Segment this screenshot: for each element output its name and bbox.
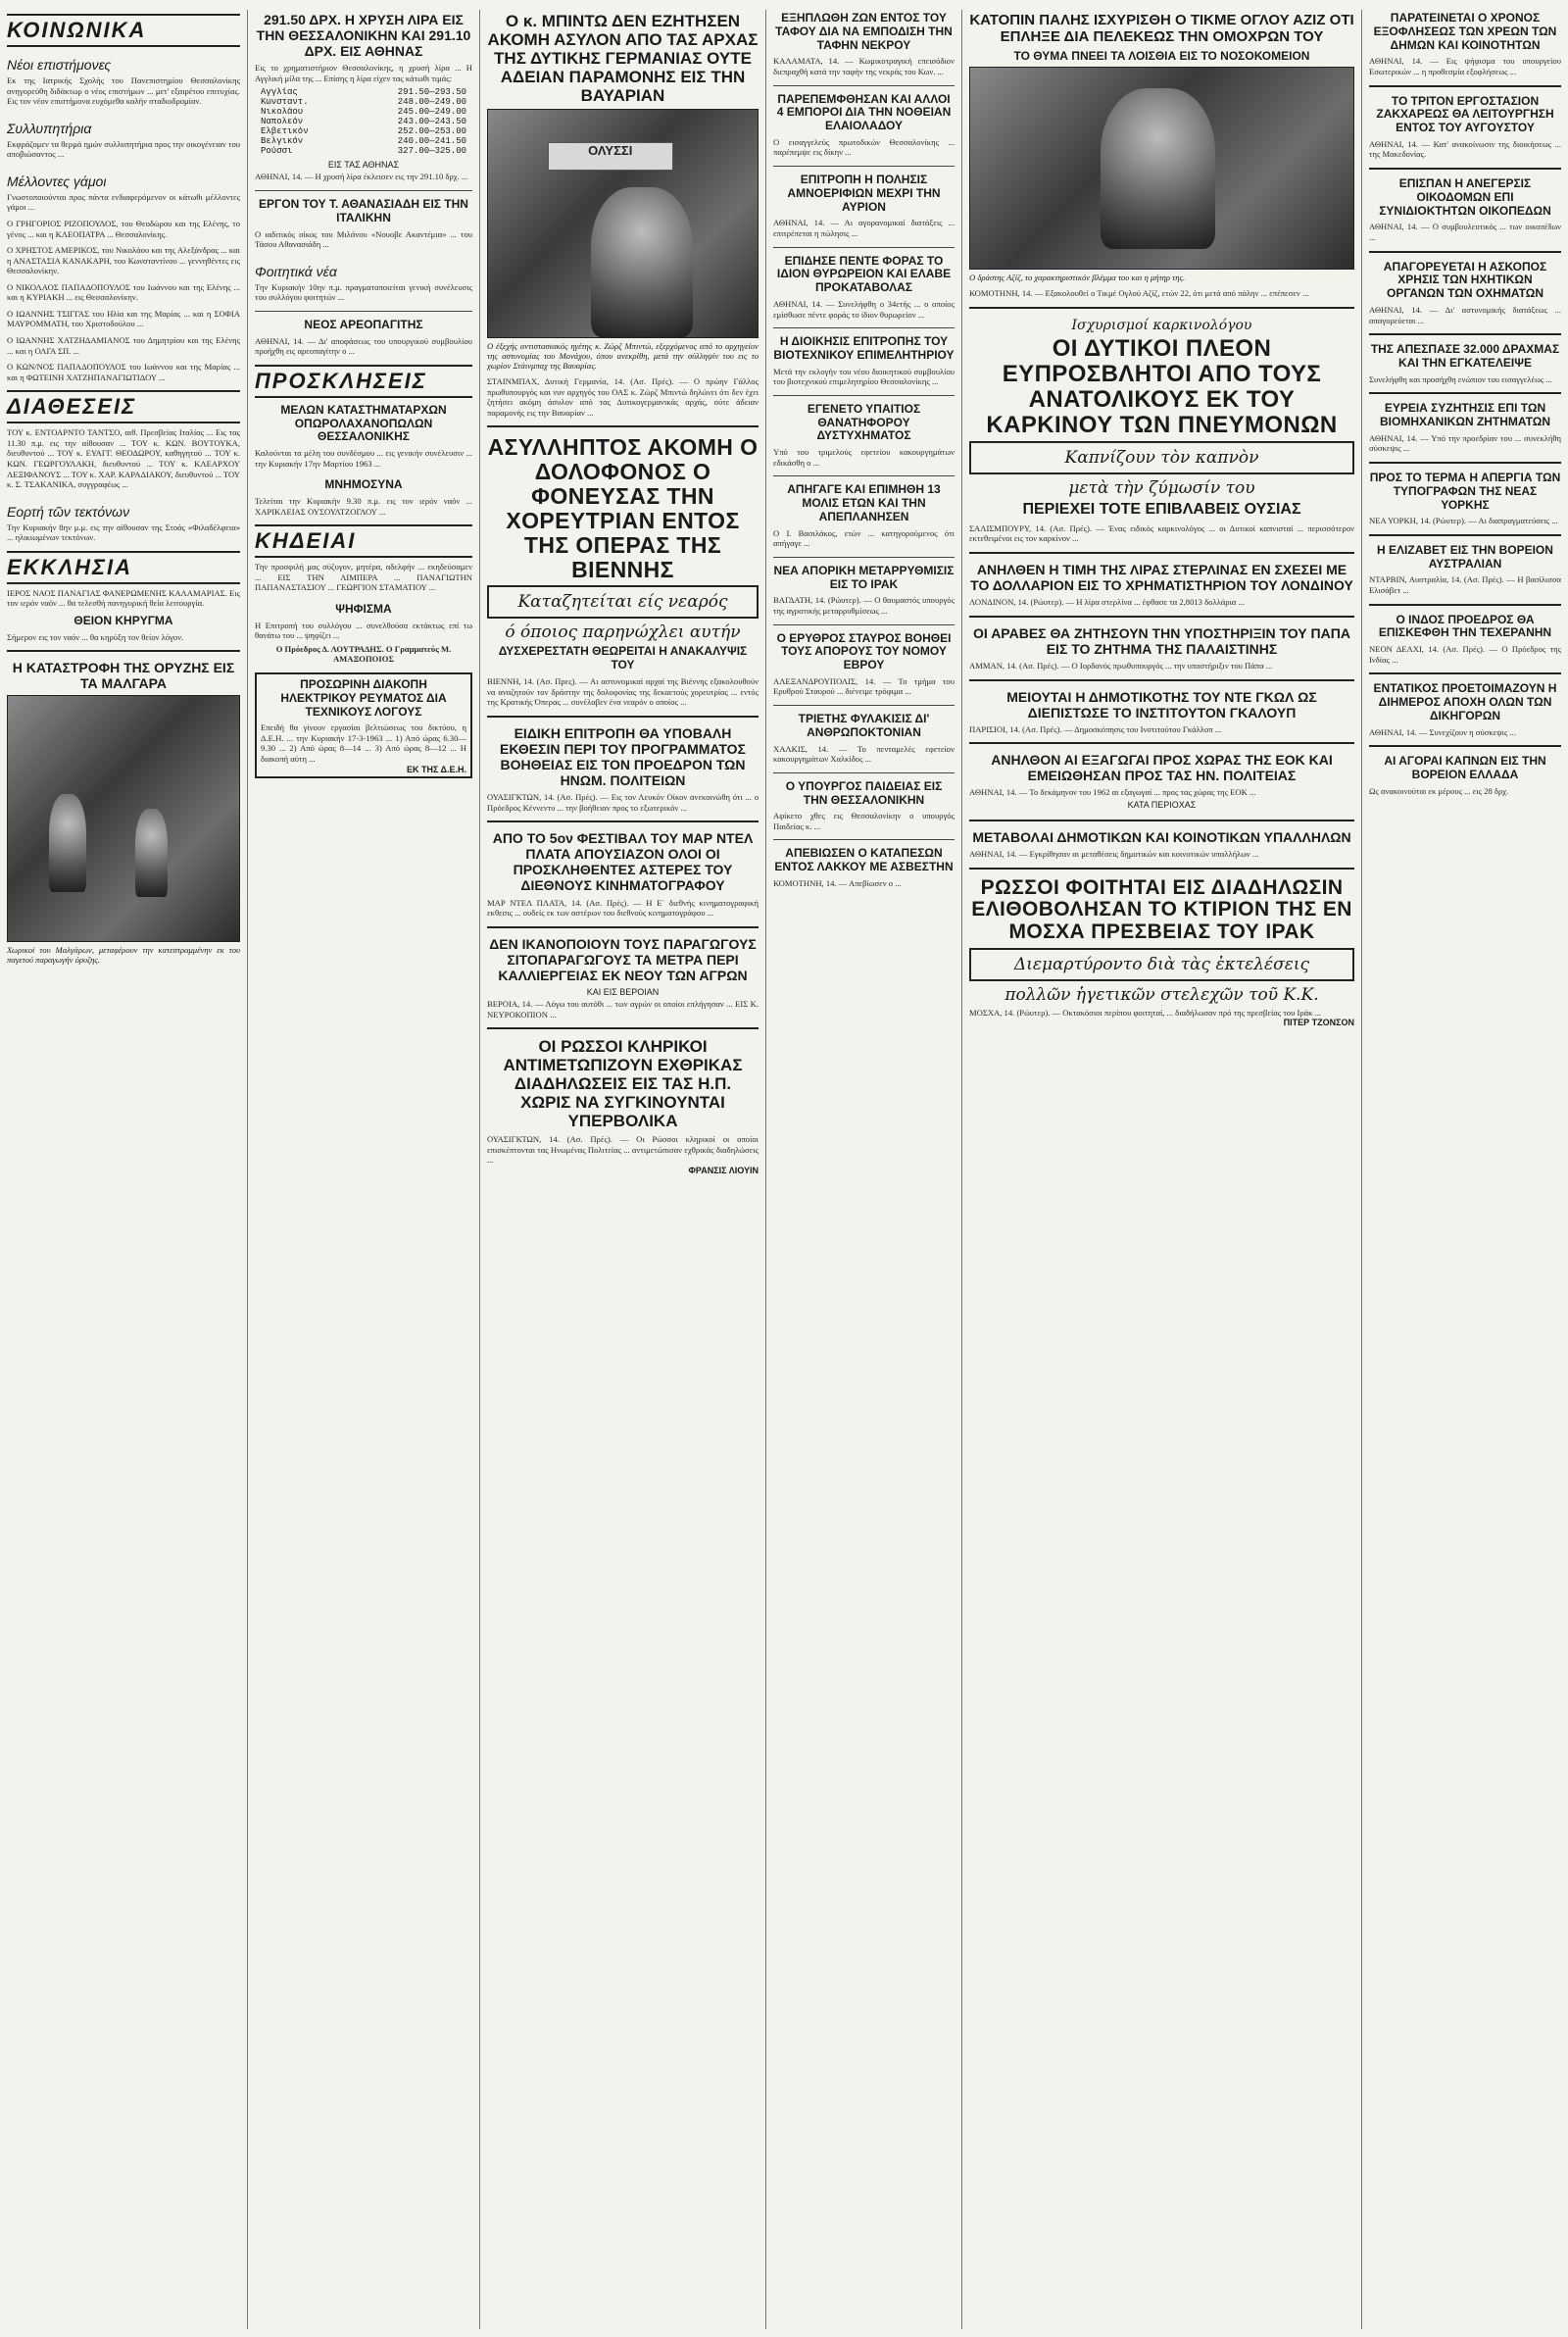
article-arabs-pope xyxy=(969,623,1354,671)
article-lectures xyxy=(7,427,240,489)
subheading: Καταζητείται είς νεαρός xyxy=(517,592,728,613)
notice-box xyxy=(255,672,472,778)
article-sugar-factory xyxy=(1369,93,1561,161)
article-red-cross xyxy=(773,630,955,698)
photo-caption: Χωρικοί του Μαλγάρων, μεταφέρουν την κατεστραμμένην εκ του παγετού παραγωγήν όρυζης. xyxy=(7,945,240,966)
article-body: Γνωστοποιούνται προς πάντα ενδιαφερόμενον οι κάτωθι μέλλοντες γάμοι ... xyxy=(7,191,240,213)
article-body: ΚΟΜΟΤΗΝΗ, 14. — Απεβίωσεν ο ... xyxy=(773,878,902,889)
sign-icon: ΟΛΥΣΣΙ xyxy=(548,142,674,172)
article-ny-strike xyxy=(1369,470,1561,526)
article-lime-pit xyxy=(773,845,955,888)
article-body: ΧΑΛΚΙΣ, 14. — Το πενταμελές εφετείον κακουργημάτων Χαλκίδος ... xyxy=(773,743,955,765)
headline: Η ΔΙΟΙΚΗΣΙΣ ΕΠΙΤΡΟΠΗΣ ΤΟΥ ΒΙΟΤΕΧΝΙΚΟΥ ΕΠΙΜΕΛΗΤΗΡΙΟΥ xyxy=(773,334,955,362)
headline: Ο ΥΠΟΥΡΓΟΣ ΠΑΙΔΕΙΑΣ ΕΙΣ ΤΗΝ ΘΕΣΣΑΛΟΝΙΚΗΝ xyxy=(785,778,943,807)
wedding-notice: Ο ΙΩΑΝΝΗΣ ΧΑΤΖΗΔΑΜΙΑΝΟΣ του Δημητρίου και της Ελένης ... και η ΟΛΓΑ ΣΠ. ... xyxy=(7,335,240,356)
article-body: Αφίκετο χθες εις Θεσσαλονίκην ο υπουργός Παιδείας κ. ... xyxy=(773,811,955,831)
article-tobacco-markets xyxy=(1369,753,1561,796)
article-32000 xyxy=(1369,341,1561,384)
article-memorials xyxy=(255,476,472,517)
article-wheat-farmers xyxy=(487,934,759,1019)
subheading-box xyxy=(487,585,759,619)
article-body: ΑΘΗΝΑΙ, 14. — Υπό την προεδρίαν του ... συνεκλήθη σύσκεψις ... xyxy=(1369,432,1561,454)
headline: ΑΣΥΛΛΗΠΤΟΣ ΑΚΟΜΗ Ο ΔΟΛΟΦΟΝΟΣ Ο ΦΟΝΕΥΣΑΣ ΤΗΝ ΧΟΡΕΥΤΡΙΑΝ ΕΝΤΟΣ ΤΗΣ ΟΠΕΡΑΣ ΤΗΣ ΒΙΕΝΝΗΣ xyxy=(487,434,759,582)
article-athanasiadis xyxy=(255,196,472,250)
article-municipal-debts xyxy=(1369,10,1561,77)
article-church xyxy=(7,588,240,642)
subheading-box xyxy=(969,948,1354,981)
article-body: ΚΟΜΟΤΗΝΗ, 14. — Εξακολουθεί ο Τικμέ Ογλού Αζίζ, ετών 22, ότι μετά από πάλην ... επέπεσεν ... xyxy=(969,288,1309,299)
headline: ΘΕΙΟΝ ΚΗΡΥΓΜΑ xyxy=(74,613,173,627)
article-body: Εκφράζομεν τα θερμά ημών συλλυπητήρια προς την οικογένειαν του αποβιώσαντος ... xyxy=(7,138,240,160)
subheading: μετὰ τὴν ζύμωσίν του xyxy=(1068,478,1255,499)
article-festival xyxy=(487,828,759,919)
headline: ΤΡΙΕΤΗΣ ΦΥΛΑΚΙΣΙΣ ΔΙ' ΑΝΘΡΩΠΟΚΤΟΝΙΑΝ xyxy=(798,712,930,739)
article-manslaughter xyxy=(773,711,955,765)
article-new-scientists xyxy=(7,51,240,107)
headline: Η ΚΑΤΑΣΤΡΟΦΗ ΤΗΣ ΟΡΥΖΗΣ ΕΙΣ ΤΑ ΜΑΛΓΑΡΑ xyxy=(12,660,235,692)
figure-icon xyxy=(135,809,168,897)
article-body: ΑΜΜΑΝ, 14. (Ασ. Πρές). — Ο Ιορδανός πρωθυπουργός ... την υποστήριξιν του Πάπα ... xyxy=(969,660,1273,671)
article-lawyers xyxy=(1369,680,1561,737)
article-body: ΛΟΝΔΙΝΟΝ, 14. (Ρώυτερ). — Η λίρα στερλίνα ... έφθασε τα 2,8013 δολλάρια ... xyxy=(969,597,1245,608)
headline: ΝΕΑ ΑΠΟΡΙΚΗ ΜΕΤΑΡΡΥΘΜΙΣΙΣ ΕΙΣ ΤΟ ΙΡΑΚ xyxy=(773,563,955,591)
article-body: ΝΤΑΡΒΙΝ, Αυστραλία, 14. (Ασ. Πρές). — Η βασίλισσα Ελισάβετ ... xyxy=(1369,574,1561,596)
price-row: Νικολάου 245.00—249.00 xyxy=(261,107,466,118)
article-aziz xyxy=(969,10,1354,299)
wedding-notice: Ο ΚΩΝ/ΝΟΣ ΠΑΠΑΔΟΠΟΥΛΟΣ του Ιωάννου και της Μαρίας ... και η ΦΩΤΕΙΝΗ ΧΑΤΖΗΠΑΝΑΓΙΩΤΙΔΟΥ ... xyxy=(7,362,240,382)
article-body: ΑΘΗΝΑΙ, 14. — Το δεκάμηνον του 1962 αι εξαγωγαί ... προς τας χώρας της ΕΟΚ ... xyxy=(969,787,1256,798)
headline: ΜΕΤΑΒΟΛΑΙ ΔΗΜΟΤΙΚΩΝ ΚΑΙ ΚΟΙΝΟΤΙΚΩΝ ΥΠΑΛΛΗΛΩΝ xyxy=(972,829,1351,845)
article-masons-feast xyxy=(7,498,240,543)
article-body: ΑΘΗΝΑΙ, 14. — Ο συμβουλευτικός ... των οικοπέδων ... xyxy=(1369,222,1561,242)
headline: ΝΕΟΣ ΑΡΕΟΠΑΓΙΤΗΣ xyxy=(304,317,423,331)
article-body: Τελείται την Κυριακήν 9.30 π.μ. εις τον ιερόν ναόν ... ΧΑΡΙΚΛΕΙΑΣ ΟΥΣΟΥΛΤΖΟΓΛΟΥ ... xyxy=(255,496,472,517)
headline: ΕΞΗΠΛΩΘΗ ΖΩΝ ΕΝΤΟΣ ΤΟΥ ΤΑΦΟΥ ΔΙΑ ΝΑ ΕΜΠΟΔΙΣΗ ΤΗΝ ΤΑΦΗΝ ΝΕΚΡΟΥ xyxy=(775,11,953,52)
price-row: Αγγλίας 291.50—293.50 xyxy=(261,87,466,98)
article-iraq-reform xyxy=(773,563,955,617)
article-body: ΠΑΡΙΣΙΟΙ, 14. (Ασ. Πρές). — Δημοσκόπησις του Ινστιτούτου Γκάλλοπ ... xyxy=(969,723,1222,734)
article-body: Την Κυριακήν 10ην π.μ. πραγματοποιείται γενική συνέλευσις του συλλόγου φοιτητών ... xyxy=(255,281,472,303)
headline: ΜΕΛΩΝ ΚΑΤΑΣΤΗΜΑΤΑΡΧΩΝ ΟΠΩΡΟΛΑΧΑΝΟΠΩΛΩΝ ΘΕΣΣΑΛΟΝΙΚΗΣ xyxy=(280,402,447,444)
article-body: ΤΟΥ κ. ΕΝΤΟΑΡΝΤΟ ΤΑΝΤΣΟ, αιθ. Πρεσβείας Ιταλίας ... Εις τας 11.30 π.μ. εις την αίθουσαν ... ΤΟΥ κ. ΚΩΝ. ΒΟΥΤΟΥΚΑ, διευθυντού ... ΤΟΥ κ. ΕΥΑΓΓ. ΘΕΟΔΩΡΟΥ, καθηγητού ... ΤΟΥ κ. ΚΩΝ. ΓΕΩΡΓΟΥΛΑΚΗ, διευθυντού ... ΤΟΥ κ. ΚΛΕΑΡΧΟΥ ΛΕΞΙΦΑΝΟΥΣ ... ΤΟΥ κ. ΧΑΡ. ΚΑΡΑΔΙΑΚΟΥ, διευθυντού ... ΤΟΥ κ. Σ. ΤΣΑΚΑΝΙΚΑ, συγγραφέως ... xyxy=(7,427,240,490)
article-body: Ο ιαδιτικός οίκος του Μιλάνου «Νουοβε Ακαντέμια» ... του Τάσου Αθανασιάδη ... xyxy=(255,228,472,250)
article-body: ΑΘΗΝΑΙ, 14. — Δι' αστυνομικής διατάξεως ... απαγορεύεται ... xyxy=(1369,304,1561,325)
article-education-minister xyxy=(773,778,955,832)
headline: ΕΝΤΑΤΙΚΟΣ ΠΡΟΕΤΟΙΜΑΖΟΥΝ Η ΔΙΗΜΕΡΟΣ ΑΠΟΧΗ ΟΛΩΝ ΤΩΝ ΔΙΚΗΓΟΡΩΝ xyxy=(1373,681,1557,722)
article-body: ΑΘΗΝΑΙ, 14. — Συνεχίζουν η σύσκεψις ... xyxy=(1369,726,1516,737)
kicker: Ισχυρισμοί καρκινολόγου xyxy=(1071,317,1252,333)
article-building-plots xyxy=(1369,175,1561,243)
article-olive-oil xyxy=(773,91,955,159)
headline: ΠΕΡΙΕΧΕΙ ΤΟΤΕ ΕΠΙΒΛΑΒΕΙΣ ΟΥΣΙΑΣ xyxy=(1022,501,1301,519)
byline: ΦΡΑΝΣΙΣ ΛΙΟΥΙΝ xyxy=(688,1165,759,1175)
article-body: ΣΑΛΙΣΜΠΟΥΡΥ, 14. (Ασ. Πρές). — Ένας ειδικός καρκινολόγος ... οι Δυτικοί καπνισταί ... περισσότερον εκτεθειμένοι εις τον καρκίνον ... xyxy=(969,522,1354,544)
article-body: ΑΘΗΝΑΙ, 14. — Κατ' ανακοίνωσιν της διοικήσεως ... της Μακεδονίας. xyxy=(1369,138,1561,160)
article-body: ΑΘΗΝΑΙ, 14. — Συνελήφθη ο 34ετής ... ο οποίος εμίσθωσε πέντε φοράς το ίδιον θυρωρείον ... xyxy=(773,298,955,320)
signature: Ο Πρόεδρος Δ. ΛΟΥΤΡΑΔΗΣ. Ο Γραμματεύς Μ. ΑΜΑΞΟΠΟΙΟΣ xyxy=(275,643,452,665)
subheading: ό όποιος παρηνώχλει αυτήν xyxy=(505,622,741,643)
article-vienna-murder xyxy=(487,433,759,707)
article-abduction xyxy=(773,481,955,549)
subheading-box xyxy=(969,441,1354,474)
headline: ΠΑΡΕΠΕΜΦΘΗΣΑΝ ΚΑΙ ΑΛΛΟΙ 4 ΕΜΠΟΡΟΙ ΔΙΑ ΤΗΝ ΝΟΘΕΙΑΝ ΕΛΑΙΟΛΑΔΟΥ xyxy=(776,91,952,133)
subheading: Καπνίζουν τὸν καπνὸν xyxy=(1064,448,1259,469)
headline: Ο κ. ΜΠΙΝΤΩ ΔΕΝ ΕΖΗΤΗΣΕΝ ΑΚΟΜΗ ΑΣΥΛΟΝ ΑΠΟ ΤΑΣ ΑΡΧΑΣ ΤΗΣ ΔΥΤΙΚΗΣ ΓΕΡΜΑΝΙΑΣ ΟΥΤΕ ΑΔΕΙΑΝ ΠΑΡΑΜΟΝΗΣ ΕΙΣ ΤΗΝ ΒΑΥΑΡΙΑΝ xyxy=(487,12,759,106)
headline: ΕΠΙΤΡΟΠΗ Η ΠΟΛΗΣΙΣ ΑΜΝΟΕΡΙΦΙΩΝ ΜΕΧΡΙ ΤΗΝ ΑΥΡΙΟΝ xyxy=(787,173,941,214)
subheading: ΚΑΤΑ ΠΕΡΙΟΧΑΣ xyxy=(1127,800,1197,810)
headline: ΑΝΗΛΘΟΝ ΑΙ ΕΞΑΓΩΓΑΙ ΠΡΟΣ ΧΩΡΑΣ ΤΗΣ ΕΟΚ ΚΑΙ ΕΜΕΙΩΘΗΣΑΝ ΠΡΟΣ ΤΑΣ ΗΝ. ΠΟΛΙΤΕΙΑΣ xyxy=(991,752,1333,784)
article-body: ΜΟΣΧΑ, 14. (Ρώυτερ). — Οκτακόσιοι περίπου φοιτηταί, ... διαδήλωσαν πρό της πρεσβείας του Ιράκ ... xyxy=(969,1007,1322,1018)
article-invitation xyxy=(255,402,472,470)
article-body: ΑΘΗΝΑΙ, 14. — Η χρυσή λίρα έκλεισεν εις την 291.10 δρχ. ... xyxy=(255,172,468,182)
photo-caption: Ο έξεχής αντιστασιακός ηγέτης κ. Ζώρζ Μπιντώ, εξερχόμενος από το αρχηγείον της αστυνομίας του Μονάχου, όπου ανεκρίθη, μετά την σύλληψίν του εις το χωρίον Στάινμπαχ της Βαυαρίας. xyxy=(487,341,759,372)
article-resolution xyxy=(255,601,472,665)
column-5 xyxy=(962,10,1362,2329)
article-body: Εις το χρηματιστήριον Θεσσαλονίκης, η χρυσή λίρα ... Η Αγγλική μίλα της ... Επίσης η λίρα είχεν τας κάτωθι τιμάς: xyxy=(255,63,472,83)
column-1 xyxy=(0,10,248,2329)
article-body: Επειδή θα γίνουν εργασίαι βελτιώσεως του δικτύου, η Δ.Ε.Η. ... την Κυριακήν 17-3-1963 ... 1) Από ώρας 6.30—9.30 ... 2) Από ώρας 8—14 ... 3) Από ώρας 8—12 ... Η διακοπή αύτη ... xyxy=(261,722,466,764)
headline: ΑΠΗΓΑΓΕ ΚΑΙ ΕΠΙΜΗΘΗ 13 ΜΟΛΙΣ ΕΤΩΝ ΚΑΙ ΤΗΝ ΑΠΕΠΛΑΝΗΣΕΝ xyxy=(787,482,941,523)
price-row: Ρούσσι 327.00—325.00 xyxy=(261,146,466,157)
price-row: Κωνσταντ. 248.00—249.00 xyxy=(261,97,466,108)
photo-caption: Ο δράστης Αζίζ, το χαρακτηριστικόν βλέμμα του και η μήτηρ της. xyxy=(969,273,1186,283)
figure-icon xyxy=(591,187,694,337)
article-fatal-accident xyxy=(773,401,955,469)
subheading: ΕΙΣ ΤΑΣ ΑΘΗΝΑΣ xyxy=(327,160,400,171)
article-gold-sovereign xyxy=(255,10,472,182)
article-funerals xyxy=(255,562,472,593)
article-body: Υπό του τριμελούς εφετείου κακουργημάτων εδικάσθη ο ... xyxy=(773,447,955,468)
article-body: ΑΘΗΝΑΙ, 14. — Αι αγορανομικαί διατάξεις ... επιτρέπεται η πώλησις ... xyxy=(773,218,955,238)
headline: 291.50 ΔΡΧ. Η ΧΡΥΣΗ ΛΙΡΑ ΕΙΣ ΤΗΝ ΘΕΣΣΑΛΟΝΙΚΗΝ ΚΑΙ 291.10 ΔΡΧ. ΕΙΣ ΑΘΗΝΑΣ xyxy=(256,12,471,60)
article-de-gaulle xyxy=(969,687,1354,735)
article-body: Ως ανακοινούται εκ μέρους ... εις 28 δρχ. xyxy=(1369,785,1509,796)
section-title-church: ΕΚΚΛΗΣΙΑ xyxy=(7,551,240,584)
subsection-title: Νέοι επιστήμονες xyxy=(7,57,112,73)
figure-icon xyxy=(49,794,86,892)
article-body: ΒΕΡΟΙΑ, 14. — Λόγω του αυτόθι ... των αγρών οι οποίοι επλήγησαν ... ΕΙΣ Κ. ΝΕΥΡΟΚΟΠΙΟΝ ... xyxy=(487,998,759,1019)
article-body: ΒΑΓΔΑΤΗ, 14. (Ρώυτερ). — Ο θαυμαστός υπουργός της αγροτικής μεταρρυθμίσεως ... xyxy=(773,595,955,616)
headline: ΕΡΓΟΝ ΤΟΥ Τ. ΑΘΑΝΑΣΙΑΔΗ ΕΙΣ ΤΗΝ ΙΤΑΛΙΚΗΝ xyxy=(259,196,468,224)
headline: ΑΠΑΓΟΡΕΥΕΤΑΙ Η ΑΣΚΟΠΟΣ ΧΡΗΣΙΣ ΤΩΝ ΗΧΗΤΙΚΩΝ ΟΡΓΑΝΩΝ ΤΩΝ ΟΧΗΜΑΤΩΝ xyxy=(1383,259,1547,301)
article-grave xyxy=(773,10,955,77)
article-sterling xyxy=(969,560,1354,608)
price-row: Ναπολεόν 243.00—243.50 xyxy=(261,117,466,127)
headline: ΜΕΙΟΥΤΑΙ Η ΔΗΜΟΤΙΚΟΤΗΣ ΤΟΥ ΝΤΕ ΓΚΩΛ ΩΣ ΔΙΕΠΙΣΤΩΣΕ ΤΟ ΙΝΣΤΙΤΟΥΤΟΝ ΓΚΑΛΟΥΠ xyxy=(1006,688,1317,721)
article-weddings xyxy=(7,168,240,382)
article-elizabeth xyxy=(1369,542,1561,596)
headline: ΑΠΟ ΤΟ 5ον ΦΕΣΤΙΒΑΛ ΤΟΥ ΜΑΡ ΝΤΕΛ ΠΛΑΤΑ ΑΠΟΥΣΙΑΖΟΝ ΟΛΟΙ ΟΙ ΠΡΟΣΚΛΗΘΕΝΤΕΣ ΑΣΤΕΡΕΣ ΤΟΥ ΔΙΕΘΝΟΥΣ ΚΙΝΗΜΑΤΟΓΡΑΦΟΥ xyxy=(492,830,754,894)
headline: Ο ΕΡΥΘΡΟΣ ΣΤΑΥΡΟΣ ΒΟΗΘΕΙ ΤΟΥΣ ΑΠΟΡΟΥΣ ΤΟΥ ΝΟΜΟΥ ΕΒΡΟΥ xyxy=(776,630,952,672)
article-body: ΑΘΗΝΑΙ, 14. — Εγκρίθησαν αι μεταθέσεις δημοτικών και κοινοτικών υπαλλήλων ... xyxy=(969,849,1259,860)
article-body: ΝΕΑ ΥΟΡΚΗ, 14. (Ρώυτερ). — Αι διαπραγματεύσεις ... xyxy=(1369,516,1558,526)
price-row: Ελβετικόν 252.00—253.00 xyxy=(261,126,466,137)
headline: ΨΗΦΙΣΜΑ xyxy=(335,601,392,616)
article-russian-clergy xyxy=(487,1035,759,1175)
price-row: Βελγικόν 240.00—241.50 xyxy=(261,136,466,147)
headline: ΑΠΕΒΙΩΣΕΝ Ο ΚΑΤΑΠΕΣΩΝ ΕΝΤΟΣ ΛΑΚΚΟΥ ΜΕ ΑΣΒΕΣΤΗΝ xyxy=(774,846,954,874)
headline: ΟΙ ΡΩΣΣΟΙ ΚΛΗΡΙΚΟΙ ΑΝΤΙΜΕΤΩΠΙΖΟΥΝ ΕΧΘΡΙΚΑΣ ΔΙΑΔΗΛΩΣΕΙΣ ΕΙΣ ΤΑΣ Η.Π. ΧΩΡΙΣ ΝΑ ΣΥΓΚΙΝΟΥΝΤΑΙ ΥΠΕΡΒΟΛΙΚΑ xyxy=(503,1037,743,1131)
price-table xyxy=(261,87,466,156)
article-horns xyxy=(1369,259,1561,326)
section-title-funerals: ΚΗΔΕΙΑΙ xyxy=(255,524,472,558)
headline: ΔΕΝ ΙΚΑΝΟΠΟΙΟΥΝ ΤΟΥΣ ΠΑΡΑΓΩΓΟΥΣ ΣΙΤΟΠΑΡΑΓΩΓΟΥΣ ΤΑ ΜΕΤΡΑ ΠΕΡΙ ΚΑΛΛΙΕΡΓΕΙΑΣ ΕΚ ΝΕΟΥ ΤΩΝ ΑΓΡΩΝ xyxy=(489,935,757,983)
column-6 xyxy=(1362,10,1568,2329)
wedding-notice: Ο ΝΙΚΟΛΑΟΣ ΠΑΠΑΔΟΠΟΥΛΟΣ του Ιωάννου και της Ελένης ... και η ΚΥΡΙΑΚΗ ... εις Θεσσαλονίκην. xyxy=(7,281,240,303)
headline: ΠΡΟΣΩΡΙΝΗ ΔΙΑΚΟΠΗ ΗΛΕΚΤΡΙΚΟΥ ΡΕΥΜΑΤΟΣ ΔΙΑ ΤΕΧΝΙΚΟΥΣ ΛΟΓΟΥΣ xyxy=(280,676,447,719)
article-lung-cancer xyxy=(969,315,1354,544)
article-lamb-sales xyxy=(773,172,955,239)
subsection-title: Φοιτητικά νέα xyxy=(255,263,337,279)
article-body: ΑΛΕΞΑΝΔΡΟΥΠΟΛΙΣ, 14. — Το τμήμα του Ερυθρού Σταυρού ... διένειμε τρόφιμα ... xyxy=(773,675,955,697)
article-body: ΣΤΑΙΝΜΠΑΧ, Δυτική Γερμανία, 14. (Ασ. Πρές). — Ο πρώην Γάλλος πρωθυπουργός και νυν αρχηγός του ΟΑΣ κ. Ζώρζ Μπιντώ δηλώνει ότι δεν έχει ζητήσει ακόμη άσυλον από τας Δυτικογερμανικάς αρχάς, ούτε άδειαν παραμονής εις την Βαυαρίαν ... xyxy=(487,376,759,418)
article-body: ΝΕΟΝ ΔΕΛΧΙ, 14. (Ασ. Πρές). — Ο Πρόεδρος της Ινδίας ... xyxy=(1369,644,1561,665)
subsection-title: Συλλυπητήρια xyxy=(7,120,92,136)
byline: ΕΚ ΤΗΣ Δ.Ε.Η. xyxy=(406,764,466,774)
wedding-notice: Ο ΧΡΗΣΤΟΣ ΑΜΕΡΙΚΟΣ, του Νικολάου και της Αλεξάνδρας ... και η ΑΝΑΣΤΑΣΙΑ ΚΑΝΑΚΑΡΗ, του Κωνσταντίνου ... γεννηθέντες εις Θεσσαλονίκην. xyxy=(7,245,240,276)
byline: ΠΙΤΕΡ ΤΖΟΝΣΟΝ xyxy=(1283,1018,1354,1028)
subsection-title: Μέλλοντες γάμοι xyxy=(7,173,107,189)
section-title-lectures: ΔΙΑΘΕΣΕΙΣ xyxy=(7,390,240,423)
article-chamber xyxy=(773,333,955,387)
article-body: ΟΥΑΣΙΓΚΤΩΝ, 14. (Ασ. Πρές). — Εις τον Λευκόν Οίκον ανεκοινώθη ότι ... ο Πρόεδρος Κέννεντυ ... την βοήθειαν προς το εξωτερικόν ... xyxy=(487,792,759,813)
article-exports xyxy=(969,750,1354,812)
headline: ΟΙ ΑΡΑΒΕΣ ΘΑ ΖΗΤΗΣΟΥΝ ΤΗΝ ΥΠΟΣΤΗΡΙΞΙΝ ΤΟΥ ΠΑΠΑ ΕΙΣ ΤΟ ΖΗΤΗΜΑ ΤΗΣ ΠΑΛΑΙΣΤΙΝΗΣ xyxy=(973,624,1350,657)
article-body: ΙΕΡΟΣ ΝΑΟΣ ΠΑΝΑΓΙΑΣ ΦΑΝΕΡΩΜΕΝΗΣ ΚΑΛΑΜΑΡΙΑΣ. Εις τον ιερόν ναόν ... θα τελεσθή πανηγυρική θεία λειτουργία. xyxy=(7,587,240,609)
article-body: ΚΑΛΑΜΑΤΑ, 14. — Κωμικοτραγική επεισόδιον διεπραχθή κατά την ταφήν της νεκράς του Κων. ... xyxy=(773,56,955,76)
wedding-notice: Ο ΓΡΗΓΟΡΙΟΣ ΡΙΖΟΠΟΥΛΟΣ, του Θεοδώρου και της Ελένης, το γένος ... και η ΚΛΕΟΠΑΤΡΑ ... Θεσσαλονίκης. xyxy=(7,218,240,239)
article-rice-disaster xyxy=(7,658,240,970)
article-body: Ο εισαγγελεύς πρωτοδικών Θεσσαλονίκης ... παρέπεμψε εις δίκην ... xyxy=(773,136,955,158)
column-2 xyxy=(248,10,480,2329)
article-body: ΒΙΕΝΝΗ, 14. (Ασ. Πρες). — Αι αστυνομικαί αρχαί της Βιέννης εξακολουθούν να αναζητούν τον δράστην της δολοφονίας της δεκαετούς χορευτρίας ... εντός της Κρατικής Όπερας ... συνέλαβεν ένα νεαρόν ο οποίος ... xyxy=(487,675,759,708)
article-body: ΜΑΡ ΝΤΕΛ ΠΛΑΤΑ, 14. (Ασ. Πρές). — Η Ε΄ διεθνής κινηματογραφική εκθεσις ... ουδείς εκ των αστέρων του διεθνούς κινηματογράφου ... xyxy=(487,897,759,919)
headline: ΕΥΡΕΙΑ ΣΥΖΗΤΗΣΙΣ ΕΠΙ ΤΩΝ ΒΙΟΜΗΧΑΝΙΚΩΝ ΖΗΤΗΜΑΤΩΝ xyxy=(1379,401,1550,429)
article-new-judge xyxy=(255,317,472,357)
subheading: Διεμαρτύροντο διὰ τὰς ἐκτελέσεις xyxy=(1013,954,1310,974)
photo-aziz xyxy=(969,67,1354,270)
article-body: Καλούνται τα μέλη του συνδέσμου ... εις γενικήν συνέλευσιν ... την Κυριακήν 17ην Μαρτίου 1963 ... xyxy=(255,448,472,469)
article-body: Η Επιτροπή του συλλόγου ... συνελθούσα εκτάκτως επί τω θανάτω του ... ψηφίζει ... xyxy=(255,620,472,641)
article-moscow-students xyxy=(969,875,1354,1028)
article-body: Εκ της Ιατρικής Σχολής του Πανεπιστημίου Θεσσαλονίκης ανηγορεύθη διδάκτωρ ο νέος επιστήμων ... μετ' εξαιρέτου επιτυχίας. Εις τον νέον επιστήμονα ευχόμεθα καλήν σταδιοδρομίαν. xyxy=(7,75,240,107)
article-student-news xyxy=(255,258,472,303)
article-body: Συνελήφθη και προσήχθη ενώπιον του εισαγγελέως ... xyxy=(1369,373,1552,384)
article-body: Την Κυριακήν 8ην μ.μ. εις την αίθουσαν της Στοάς «Φιλαδέλφεια» ... ηλικιωμένων τεκτόνων. xyxy=(7,522,240,543)
headline: ΑΙ ΑΓΟΡΑΙ ΚΑΠΝΩΝ ΕΙΣ ΤΗΝ ΒΟΡΕΙΟΝ ΕΛΛΑΔΑ xyxy=(1384,754,1546,782)
headline: Ο ΙΝΔΟΣ ΠΡΟΕΔΡΟΣ ΘΑ ΕΠΙΣΚΕΦΘΗ ΤΗΝ ΤΕΧΕΡΑΝΗΝ xyxy=(1378,612,1552,640)
headline: ΤΗΣ ΑΠΕΣΠΑΣΕ 32.000 ΔΡΑΧΜΑΣ ΚΑΙ ΤΗΝ ΕΓΚΑΤΕΛΕΙΨΕ xyxy=(1370,342,1560,370)
headline: ΔΥΣΧΕΡΕΣΤΑΤΗ ΘΕΩΡΕΙΤΑΙ Η ΑΝΑΚΑΛΥΨΙΣ ΤΟΥ xyxy=(498,644,748,672)
photo-bidault xyxy=(487,109,759,338)
section-title-social: ΚΟΙΝΩΝΙΚΑ xyxy=(7,14,240,47)
wedding-notice: Ο ΙΩΑΝΝΗΣ ΤΣΙΓΓΑΣ του Ηλία και της Μαρίας ... και η ΣΟΦΙΑ ΜΑΥΡΟΜΜΑΤΗ, του Χριστοδούλου ... xyxy=(7,308,240,329)
article-industry xyxy=(1369,400,1561,454)
article-body: Την προσφιλή μας σύζυγον, μητέρα, αδελφήν ... εκηδεύσαμεν ... ΕΙΣ ΤΗΝ ΛΙΜΠΕΡΑ ... ΠΑΝΑΓΙΩΤΗΝ ΠΑΠΑΝΑΣΤΑΣΙΟΥ ... ΓΕΩΡΓΙΟΝ ΣΤΑΜΑΤΙΟΥ ... xyxy=(255,562,472,593)
figure-icon xyxy=(1101,88,1215,249)
article-aid-program xyxy=(487,723,759,814)
article-bidault xyxy=(487,10,759,418)
article-body: ΑΘΗΝΑΙ, 14. — Δι' αποφάσεως του υπουργικού συμβουλίου προήχθη εις αρεοπαγίτην ο ... xyxy=(255,335,472,357)
article-indian-president xyxy=(1369,612,1561,666)
headline: ΜΝΗΜΟΣΥΝΑ xyxy=(324,477,403,492)
article-porter-lodge xyxy=(773,253,955,321)
headline: ΠΑΡΑΤΕΙΝΕΤΑΙ Ο ΧΡΟΝΟΣ ΕΞΟΦΛΗΣΕΩΣ ΤΩΝ ΧΡΕΩΝ ΤΩΝ ΔΗΜΩΝ ΚΑΙ ΚΟΙΝΟΤΗΤΩΝ xyxy=(1373,11,1557,52)
article-body: Σήμερον εις τον ναόν ... θα κηρύξη τον θείον λόγον. xyxy=(7,631,184,642)
headline: ΤΟ ΤΡΙΤΟΝ ΕΡΓΟΣΤΑΣΙΟΝ ΖΑΚΧΑΡΕΩΣ ΘΑ ΛΕΙΤΟΥΡΓΗΣΗ ΕΝΤΟΣ ΤΟΥ ΑΥΓΟΥΣΤΟΥ xyxy=(1376,93,1554,135)
subheading: πολλῶν ἡγετικῶν στελεχῶν τοῦ Κ.Κ. xyxy=(1004,984,1319,1005)
headline: ΕΠΙΣΠΑΝ Η ΑΝΕΓΕΡΣΙΣ ΟΙΚΟΔΟΜΩΝ ΕΠΙ ΣΥΝΙΔΙΟΚΤΗΤΩΝ ΟΙΚΟΠΕΔΩΝ xyxy=(1379,176,1551,218)
column-4 xyxy=(766,10,962,2329)
article-condolences xyxy=(7,115,240,160)
photo-rice-field xyxy=(7,695,240,942)
article-body: ΑΘΗΝΑΙ, 14. — Εις ψήφισμα του υπουργείου Εσωτερικών ... η προθεσμία εξοφλήσεως ... xyxy=(1369,56,1561,76)
headline: ΠΡΟΣ ΤΟ ΤΕΡΜΑ Η ΑΠΕΡΓΙΑ ΤΩΝ ΤΥΠΟΓΡΑΦΩΝ ΤΗΣ ΝΕΑΣ ΥΟΡΚΗΣ xyxy=(1369,470,1561,512)
article-body: Ο Ι. Βασιλάκος, ετών ... κατηγορούμενος ότι απήγαγε ... xyxy=(773,527,955,549)
subsection-title: Εορτή τῶν τεκτόνων xyxy=(7,503,130,520)
headline: ΑΝΗΛΘΕΝ Η ΤΙΜΗ ΤΗΣ ΛΙΡΑΣ ΣΤΕΡΛΙΝΑΣ ΕΝ ΣΧΕΣΕΙ ΜΕ ΤΟ ΔΟΛΛΑΡΙΟΝ ΕΙΣ ΤΟ ΧΡΗΜΑΤΙΣΤΗΡΙΟΝ ΤΟΥ ΛΟΝΔΙΝΟΥ xyxy=(970,562,1353,594)
article-body: ΟΥΑΣΙΓΚΤΩΝ, 14. (Ασ. Πρές). — Οι Ρώσσοι κληρικοί οι οποίοι επισκέπτονται τας Ηνωμένας Πολιτείας ... αντιμετώπισαν εχθρικάς διαδηλώσεις ... xyxy=(487,1134,759,1166)
article-body: Μετά την εκλογήν του νέου διοικητικού συμβουλίου του βιοτεχνικού επιμελητηρίου Θεσσαλονίκης ... xyxy=(773,366,955,387)
headline: ΟΙ ΔΥΤΙΚΟΙ ΠΛΕΟΝ ΕΥΠΡΟΣΒΛΗΤΟΙ ΑΠΟ ΤΟΥΣ ΑΝΑΤΟΛΙΚΟΥΣ ΕΚ ΤΟΥ ΚΑΡΚΙΝΟΥ ΤΩΝ ΠΝΕΥΜΟΝΩΝ xyxy=(986,334,1338,438)
article-municipal-staff xyxy=(969,827,1354,860)
column-3 xyxy=(480,10,766,2329)
subheadline: ΤΟ ΘΥΜΑ ΠΝΕΕΙ ΤΑ ΛΟΙΣΘΙΑ ΕΙΣ ΤΟ ΝΟΣΟΚΟΜΕΙΟΝ xyxy=(1013,48,1310,63)
headline: ΡΩΣΣΟΙ ΦΟΙΤΗΤΑΙ ΕΙΣ ΔΙΑΔΗΛΩΣΙΝ ΕΛΙΘΟΒΟΛΗΣΑΝ ΤΟ ΚΤΙΡΙΟΝ ΤΗΣ ΕΝ ΜΟΣΧΑ ΠΡΕΣΒΕΙΑΣ ΤΟΥ ΙΡΑΚ xyxy=(971,875,1352,943)
subheading: ΚΑΙ ΕΙΣ ΒΕΡΟΙΑΝ xyxy=(586,986,660,997)
headline: Η ΕΛΙΖΑΒΕΤ ΕΙΣ ΤΗΝ ΒΟΡΕΙΟΝ ΑΥΣΤΡΑΛΙΑΝ xyxy=(1377,542,1553,571)
headline: ΕΙΔΙΚΗ ΕΠΙΤΡΟΠΗ ΘΑ ΥΠΟΒΑΛΗ ΕΚΘΕΣΙΝ ΠΕΡΙ ΤΟΥ ΠΡΟΓΡΑΜΜΑΤΟΣ ΒΟΗΘΕΙΑΣ ΕΙΣ ΤΟΝ ΠΡΟΕΔΡΟΝ ΤΩΝ ΗΝΩΜ. ΠΟΛΙΤΕΙΩΝ xyxy=(500,724,746,788)
headline: ΕΓΕΝΕΤΟ ΥΠΑΙΤΙΟΣ ΘΑΝΑΤΗΦΟΡΟΥ ΔΥΣΤΥΧΗΜΑΤΟΣ xyxy=(807,401,921,443)
headline: ΕΠΙΔΗΣΕ ΠΕΝΤΕ ΦΟΡΑΣ ΤΟ ΙΔΙΟΝ ΘΥΡΩΡΕΙΟΝ ΚΑΙ ΕΛΑΒΕ ΠΡΟΚΑΤΑΒΟΛΑΣ xyxy=(776,253,952,295)
section-title-invitations: ΠΡΟΣΚΛΗΣΕΙΣ xyxy=(255,365,472,398)
headline: ΚΑΤΟΠΙΝ ΠΑΛΗΣ ΙΣΧΥΡΙΣΘΗ Ο ΤΙΚΜΕ ΟΓΛΟΥ ΑΖΙΖ ΟΤΙ ΕΠΛΗΞΕ ΔΙΑ ΠΕΛΕΚΕΩΣ ΤΗΝ ΟΜΟΧΡΩΝ ΤΟΥ xyxy=(969,12,1354,46)
